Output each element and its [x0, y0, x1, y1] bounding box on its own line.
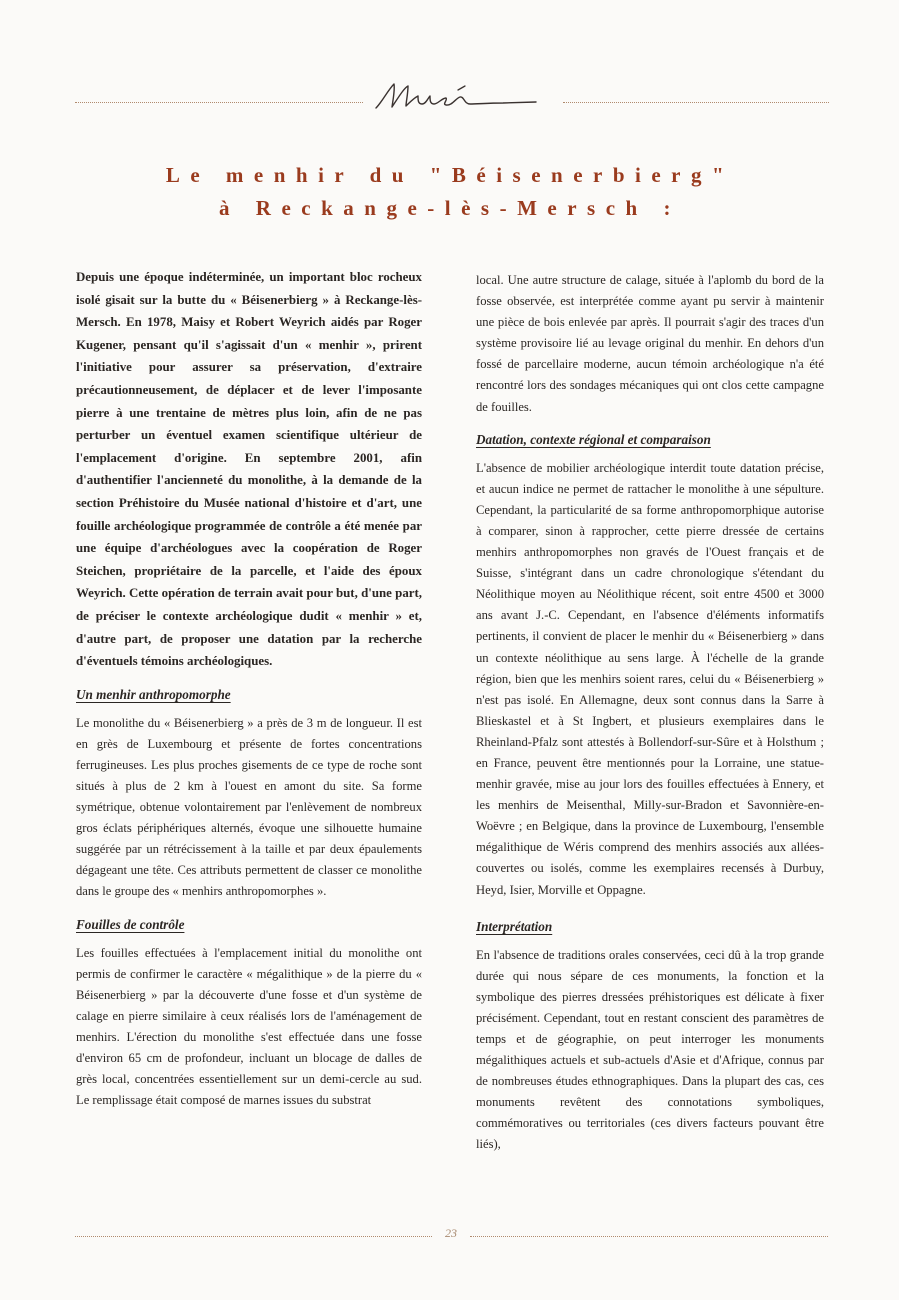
paragraph-datation: L'absence de mobilier archéologique interdit toute datation précise, et aucun indice ne permet de rattacher le monolithe à une sépulture. Cependant, la particularité de sa forme anthropomorphique autorise à comparer, sinon à rapprocher, cette pierre dressée de certains menhirs anthropomorphes non gravés de l'Ouest français et de Suisse, s'intégrant dans un cadre chronologique s'étendant du Néolithique moyen au Néolithique récent, soit entre 4500 et 3000 ans avant J.-C. Cependant, en l'absence d'éléments informatifs pertinents, il convient de placer le menhir du « Béisenerbierg » dans un contexte néolithique au sens large. À l'échelle de la grande région, bien que les menhirs soient rares, celui du « Béisenerbierg » n'est pas isolé. En Allemagne, deux sont connus dans la Sarre à Blieskastel et à St Ingbert, et plusieurs exemplaires dans le Rheinland-Pfalz sont attestés à Bollendorf-sur-Sûre et à Holsthum ; en France, peuvent être mentionnés pour la Lorraine, une statue-menhir gravée, mise au jour lors des fouilles effectuées à Ennery, et les menhirs de Meisenthal, Milly-sur-Bradon et Savonnière-en-Woëvre ; en Belgique, dans la province de Luxembourg, l'ensemble mégalithique de Wéris comprend des menhirs associés aux allées-couvertes ou isolés, comme les exemplaires recensés à Durbuy, Heyd, Isier, Morville et Oppagne. — [476, 460, 824, 897]
right-column — [476, 270, 824, 1156]
subheading-menhir-anthropomorphe: Un menhir anthropomorphe — [76, 686, 231, 702]
subheading-datation: Datation, contexte régional et comparaison — [476, 431, 711, 447]
title-line-2: à Reckange-lès-Mersch : — [219, 196, 681, 220]
subheading-interpretation: Interprétation — [476, 918, 553, 934]
footer-rule-right — [470, 1236, 828, 1237]
title-line-1: Le menhir du "Béisenerbierg" — [165, 163, 735, 187]
section-mark-text — [368, 76, 548, 116]
subheading-fouilles-de-controle: Fouilles de contrôle — [76, 916, 185, 932]
paragraph-menhir-anthropomorphe: Le monolithe du « Béisenerbierg » a près de 3 m de longueur. Il est en grès de Luxembourg et présente de fortes concentrations ferrugineuses. Les plus proches gisements de ce type de roche sont situés à plus de 2 km à l'ouest en amont du site. Sa forme symétrique, obtenue volontairement par l'enlèvement de nombreux gros éclats périphériques alternés, évoque une silhouette humaine suggérée par un rétrécissement à la taille et par deux épaulements dégageant une tête. Ces attributs permettent de classer ce monolithe dans le groupe des « menhirs anthropomorphes ». — [76, 715, 422, 899]
footer-rule-left — [75, 1236, 432, 1237]
left-column — [76, 266, 422, 1111]
intro-paragraph: Depuis une époque indéterminée, un important bloc rocheux isolé gisait sur la butte du « Béisenerbierg » à Reckange-lès-Mersch. En 1978, Maisy et Robert Weyrich aidés par Roger Kugener, pensant qu'il s'agissait d'un « menhir », prirent l'initiative pour assurer sa préservation, d'extraire précautionneusement, de déplacer et de lever l'imposante pierre à une trentaine de mètres plus loin, afin de ne pas perturber un éventuel examen scientifique ultérieur de l'emplacement d'origine. En septembre 2001, afin d'authentifier l'ancienneté du monolithe, à la demande de la section Préhistoire du Musée national d'histoire et d'art, une fouille archéologique programmée de contrôle a été menée par une équipe d'archéologues avec la coopération de Roger Steichen, propriétaire de la parcelle, et l'aide des époux Weyrich. Cette opération de terrain avait pour but, d'une part, de préciser le contexte archéologique dudit « menhir » et, d'autre part, de proposer une datation par la recherche d'éventuels témoins archéologiques. — [76, 270, 422, 669]
paragraph-fouilles-de-controle: Les fouilles effectuées à l'emplacement initial du monolithe ont permis de confirmer le caractère « mégalithique » de la pierre du « Béisenerbierg » par la découverte d'une fosse et d'un système de calage en pierre similaire à ceux réalisés lors de l'aménagement de menhirs. L'érection du monolithe s'est effectuée dans une fosse d'environ 65 cm de profondeur, incluant un blocage de dalles de grès local, concentrées essentiellement sur un demi-cercle au sud. Le remplissage était composé de marnes issues du substrat — [76, 945, 422, 1108]
article-title — [80, 160, 820, 223]
header-rule-left — [75, 102, 363, 103]
page-number: 23 — [445, 1226, 457, 1240]
section-mark-logo — [368, 76, 548, 116]
paragraph-interpretation: En l'absence de traditions orales conservées, ceci dû à la trop grande durée qui nous sépare de ces monuments, la fonction et la symbolique des pierres dressées préhistoriques est délicate à fixer précisément. Cependant, tout en restant conscient des paramètres de temps et de géographie, on peut interroger les monuments mégalithiques actuels et sub-actuels d'Asie et d'Afrique, connus par de nombreuses études ethnographiques. Dans la plupart des cas, ces monuments revêtent des connotations symboliques, commémoratives ou territoriales (ces divers facteurs pouvant être liés), — [476, 947, 824, 1152]
header-rule-right — [563, 102, 829, 103]
paragraph-continuation: local. Une autre structure de calage, située à l'aplomb du bord de la fosse observée, est interprétée comme ayant pu servir à maintenir une pièce de bois enlevée par après. Il pourrait s'agir des traces d'un système provisoire lié au levage original du menhir. En dehors d'un fossé de parcellaire moderne, aucun témoin archéologique n'a été rencontré lors des sondages mécaniques qui ont clos cette campagne de fouilles. — [476, 273, 824, 414]
